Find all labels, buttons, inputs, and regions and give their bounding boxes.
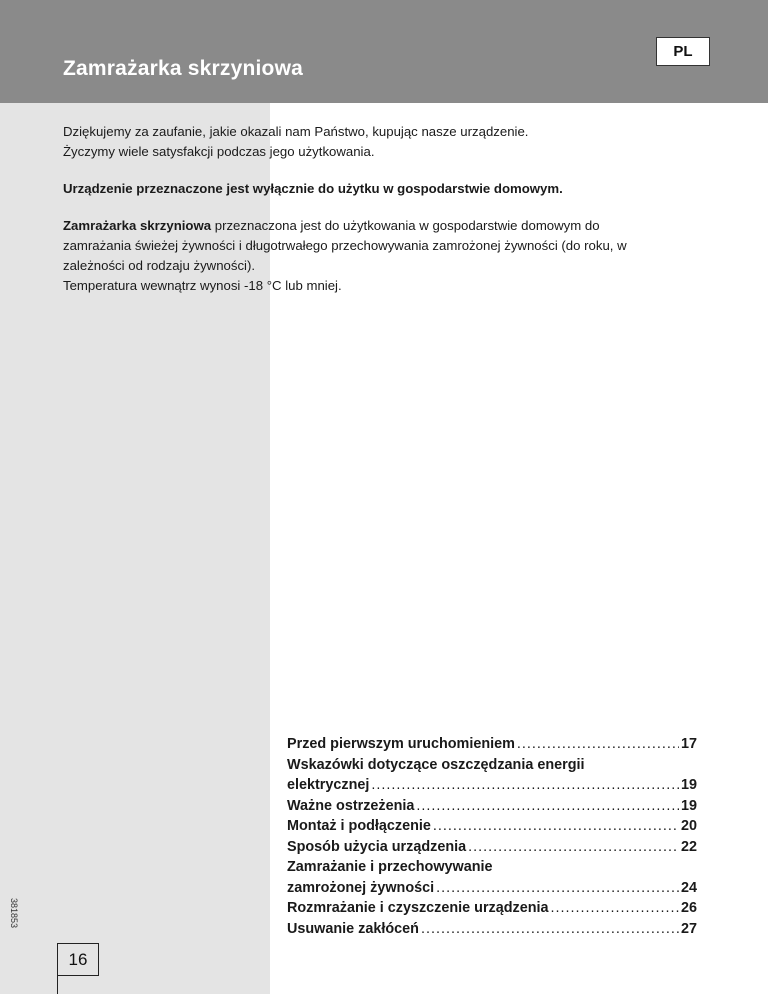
toc-page-number: 20	[680, 818, 697, 834]
toc-item[interactable]: Sposób użycia urządzenia ..... 22	[287, 837, 697, 858]
toc-page-number: 22	[680, 838, 697, 855]
toc-item[interactable]: Przed pierwszym uruchomieniem ..... 17	[287, 734, 697, 755]
toc-item[interactable]: Usuwanie zakłóceń ..... 27	[287, 919, 697, 940]
temperature-note: Temperatura wewnątrz wynosi -18 °C lub mniej.	[63, 278, 342, 293]
toc-page-number: 26	[680, 900, 697, 916]
toc-page-number: 19	[680, 777, 697, 793]
toc-page-number: 17	[680, 736, 697, 752]
purpose-line-1-rest: przeznaczona jest do użytkowania w gospodarstwie domowym do	[211, 218, 600, 233]
toc-item[interactable]: Montaż i podłączenie ..... 20	[287, 816, 697, 837]
page-number: 16	[57, 943, 99, 976]
toc-page-number: 19	[680, 797, 697, 814]
document-code: 381853	[9, 898, 19, 929]
purpose-line-2: zamrażania świeżej żywności i długotrwałego przechowywania zamrożonej żywności (do roku, w	[63, 238, 627, 253]
toc-item[interactable]: zamrożonej żywności ..... 24	[287, 878, 697, 899]
table-of-contents	[287, 734, 697, 939]
purpose-line-1	[63, 216, 713, 236]
toc-item[interactable]: elektrycznej ..... 19	[287, 775, 697, 796]
page-number-rule	[57, 975, 58, 994]
product-name: Zamrażarka skrzyniowa	[63, 218, 212, 233]
purpose-line-3: zależności od rodzaju żywności).	[63, 258, 256, 273]
toc-item[interactable]: Zamrażanie i przechowywanie	[287, 859, 493, 875]
toc-page-number: 24	[680, 879, 697, 896]
toc-item[interactable]: Wskazówki dotyczące oszczędzania energii	[287, 756, 585, 773]
language-badge: PL	[656, 37, 710, 66]
thanks-line-2: Życzymy wiele satysfakcji podczas jego użytkowania.	[63, 144, 375, 159]
toc-item[interactable]: Rozmrażanie i czyszczenie urządzenia ..... 26	[287, 898, 697, 919]
thanks-line-1: Dziękujemy za zaufanie, jakie okazali nam Państwo, kupując nasze urządzenie.	[63, 124, 529, 139]
toc-page-number: 27	[680, 920, 697, 937]
header-band	[0, 0, 768, 103]
document-title: Zamrażarka skrzyniowa	[63, 57, 303, 80]
intro-text-block	[63, 122, 713, 296]
household-use-notice: Urządzenie przeznaczone jest wyłącznie do użytku w gospodarstwie domowym.	[63, 181, 563, 196]
toc-item[interactable]: Ważne ostrzeżenia ..... 19	[287, 796, 697, 817]
